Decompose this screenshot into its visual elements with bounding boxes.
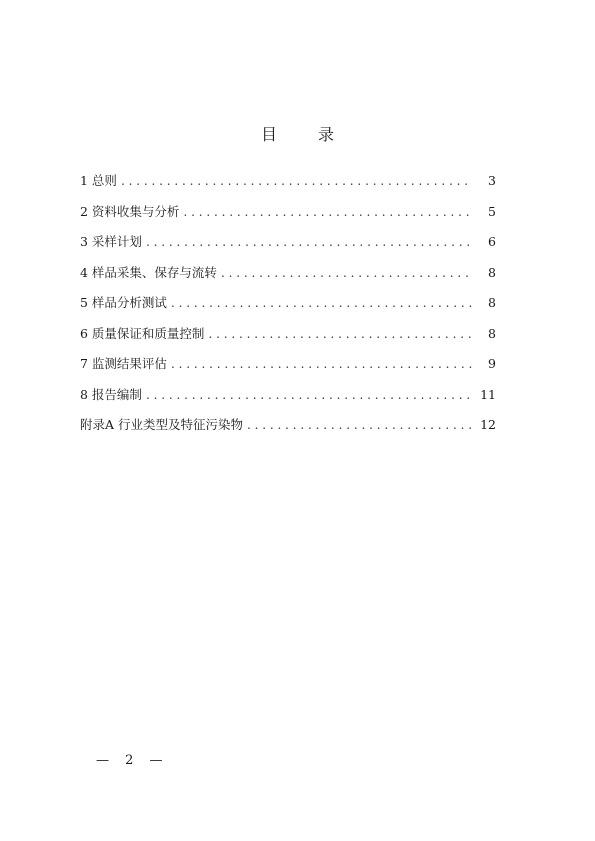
toc-entry-label: 7 监测结果评估: [80, 356, 167, 371]
toc-entry-appendix-a[interactable]: [80, 414, 496, 445]
toc-dot-leader: [121, 170, 472, 192]
toc-dot-leader: [247, 414, 472, 436]
toc-entry-label: 5 样品分析测试: [80, 295, 167, 310]
toc-dot-leader: [183, 201, 472, 223]
toc-page-number: 5: [488, 203, 496, 219]
toc-entry-sample-analysis[interactable]: [80, 292, 496, 323]
toc-entry-sampling-plan[interactable]: [80, 231, 496, 262]
toc-dot-leader: [208, 323, 472, 345]
toc-entry-quality-assurance[interactable]: [80, 323, 496, 354]
toc-dot-leader: [146, 384, 472, 406]
toc-entry-result-evaluation[interactable]: [80, 353, 496, 384]
toc-entry-label: 3 采样计划: [80, 234, 142, 249]
toc-entry-general[interactable]: [80, 170, 496, 201]
toc-page-number: 11: [480, 386, 496, 402]
toc-page-number: 6: [488, 234, 496, 249]
toc-dot-leader: [221, 262, 472, 284]
toc-page-number: 8: [488, 325, 496, 341]
toc-dot-leader: [146, 231, 472, 253]
toc-entry-label: 8 报告编制: [80, 386, 142, 402]
toc-page-number: 3: [488, 173, 496, 188]
table-of-contents: [80, 170, 496, 445]
toc-dot-leader: [171, 353, 472, 375]
toc-entry-report-compilation[interactable]: [80, 384, 496, 415]
toc-page-number: 9: [488, 356, 496, 371]
toc-entry-label: 1 总则: [80, 173, 117, 188]
toc-entry-data-collection[interactable]: [80, 201, 496, 232]
toc-page-number: 8: [488, 264, 496, 280]
toc-entry-label: 附录A 行业类型及特征污染物: [80, 417, 244, 432]
toc-title: 目 录: [260, 125, 353, 144]
toc-page-number: 8: [488, 295, 496, 310]
toc-page-number: 12: [480, 417, 496, 432]
toc-dot-leader: [171, 292, 472, 314]
toc-entry-label: 2 资料收集与分析: [80, 203, 180, 219]
toc-entry-label: 4 样品采集、保存与流转: [80, 264, 217, 280]
page-number-footer: — 2 —: [96, 753, 169, 768]
toc-entry-sample-collection[interactable]: [80, 262, 496, 293]
toc-entry-label: 6 质量保证和质量控制: [80, 325, 205, 341]
